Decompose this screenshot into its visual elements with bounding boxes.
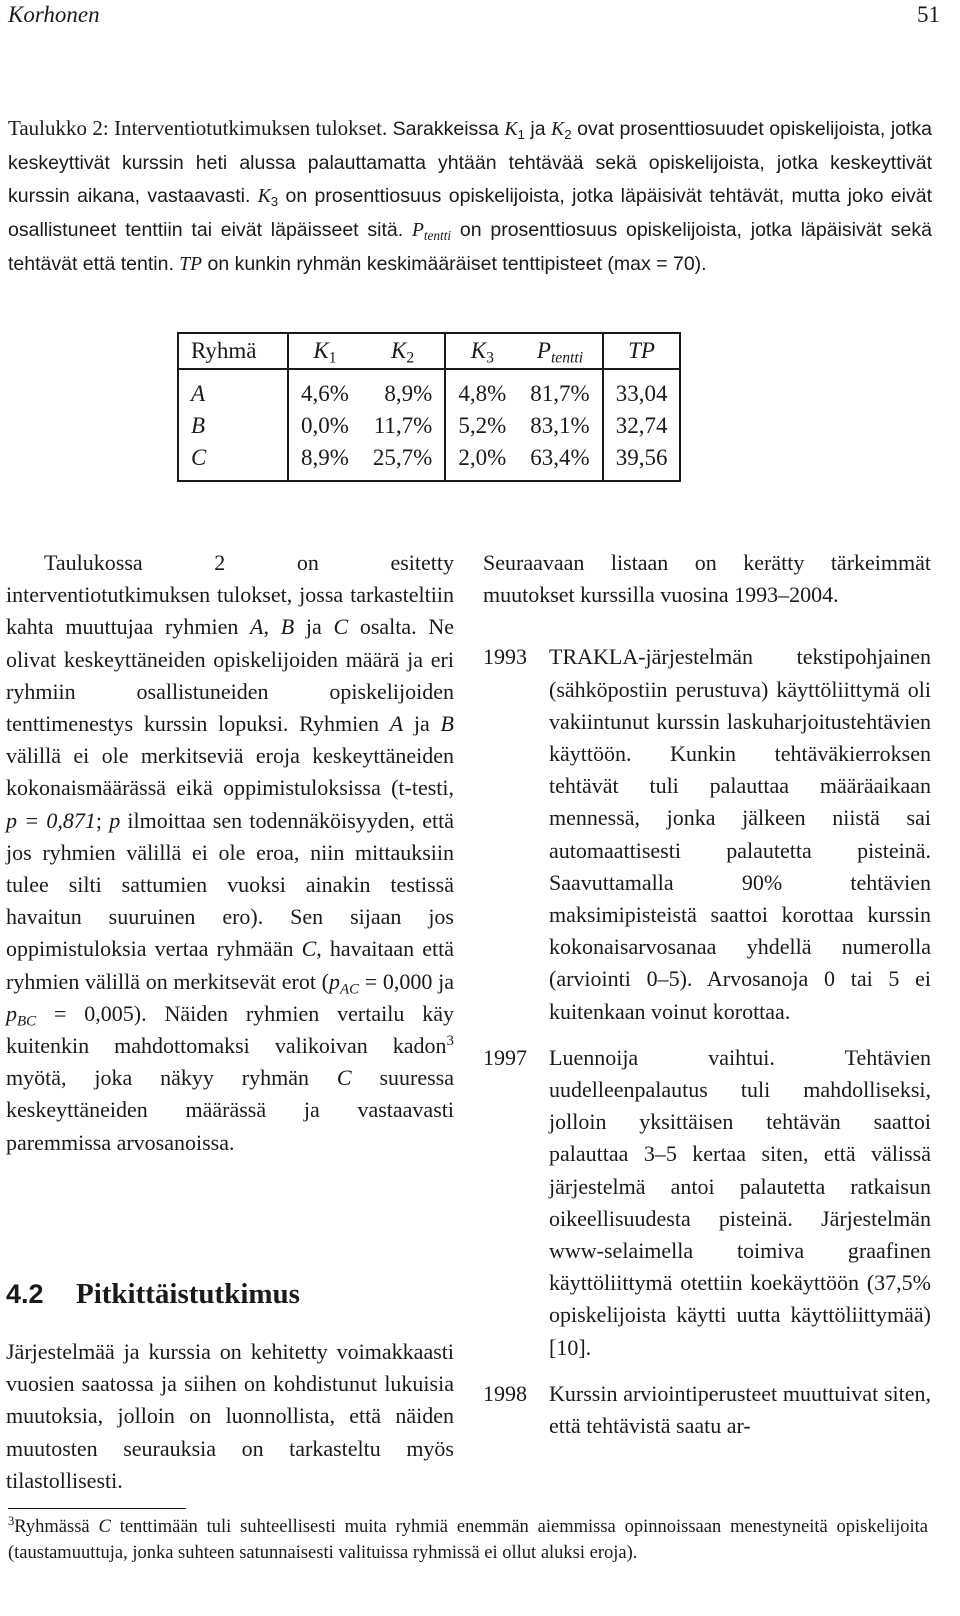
results-table	[177, 332, 681, 482]
table-row	[178, 410, 680, 442]
list-item	[483, 1378, 931, 1442]
header-ptentti: $P_{tentti}$	[518, 333, 602, 369]
cell-tp: 39,56	[615, 445, 668, 470]
caption-body: Sarakkeissa $K_1$ ja $K_2$ ovat prosenttiosuudet opiskelijoista, jotka keskeyttivät kurssin heti alussa palauttamatta yhtään tehtävää sekä opiskelijoista, jotka keskeyttivät kurssin aikana, vastaavasti. $K_3$ on prosenttiosuus opiskelijoista, jotka läpäisivät tehtävät, mutta joko eivät osallistuneet tenttiin tai eivät läpäisseet sitä. $P_{tentti}$ on prosenttiosuus opiskelijoista, jotka läpäisivät sekä tehtävät että tentin. TP on kunkin ryhmän keskimääräiset tenttipisteet (max = 70).	[8, 118, 933, 275]
header-k2: $K_2$	[361, 333, 445, 369]
list-item-year: 1998	[483, 1380, 527, 1406]
caption-intro: Taulukko 2: Interventiotutkimuksen tulokset.	[8, 116, 388, 140]
header-group: Ryhmä	[178, 333, 288, 369]
footnote-mark: 3	[8, 1514, 15, 1529]
cell-k3: 4,8%	[458, 381, 507, 406]
cell-k1: 8,9%	[301, 445, 349, 470]
cell-k1: 4,6%	[301, 381, 349, 406]
list-item-text: TRAKLA-järjestelmän tekstipohjainen (sähköpostiin perustuva) käyttöliittymä oli vakiintunut kurssin laskuharjoitustehtävien käyttöön. Kunkin tehtäväkierroksen tehtävät tuli palauttaa määräaikaan mennessä, jonka jälkeen niistä sai automaattisesti palautetta pisteinä. Saavuttamalla 90% tehtävien maksimipisteistä saattoi korottaa kurssin kokonaisarvosanaa yhdellä numerolla (arviointi 0–5). Arvosanoja 0 tai 5 ei kuitenkaan voinut korottaa.	[549, 644, 931, 1024]
header-tp: TP	[603, 333, 681, 369]
section-heading	[6, 1274, 300, 1314]
cell-group: A	[178, 369, 288, 410]
list-item-year: 1993	[483, 644, 527, 670]
cell-k2: 8,9%	[361, 369, 445, 410]
header-k3: $K_3$	[445, 333, 518, 369]
list-intro: Seuraavaan listaan on kerätty tärkeimmät muutokset kurssilla vuosina 1993–2004.	[483, 550, 931, 608]
table-row	[178, 442, 680, 481]
changes-list	[483, 641, 931, 1442]
footnote-ref[interactable]: 3	[446, 1032, 454, 1049]
cell-k3: 2,0%	[458, 445, 507, 470]
cell-k1: 0,0%	[301, 413, 349, 438]
cell-ptentti: 81,7%	[518, 369, 602, 410]
section-number: 4.2	[6, 1279, 44, 1309]
list-item-year: 1997	[483, 1044, 527, 1070]
footnote-rule	[8, 1508, 186, 1509]
header-k1: $K_1$	[288, 333, 361, 369]
left-column	[6, 547, 454, 1159]
cell-group: B	[178, 410, 288, 442]
cell-k2: 25,7%	[361, 442, 445, 481]
cell-k3: 5,2%	[458, 413, 507, 438]
right-column	[483, 547, 931, 1456]
table-row	[178, 369, 680, 410]
section-paragraph: Järjestelmää ja kurssia on kehitetty voimakkaasti vuosien saatossa ja siihen on kohdistunut lukuisia muutoksia, jolloin on luonnollista, että näiden muutosten seurauksia on tarkasteltu myös tilastollisesti.	[6, 1339, 454, 1493]
cell-ptentti: 63,4%	[518, 442, 602, 481]
cell-tp: 33,04	[615, 381, 668, 406]
footnote: $^3$Ryhmässä C tenttimään tuli suhteellisesti muita ryhmiä enemmän aiemmissa opinnoissaan menestyneitä opiskelijoita (taustamuuttuja, jonka suhteen satunnaisesti valituissa ryhmissä ei ollut aluksi eroja).	[8, 1514, 929, 1563]
cell-group: C	[178, 442, 288, 481]
table-header-row	[178, 333, 680, 369]
page-number: 51	[917, 2, 940, 27]
list-item-text: Kurssin arviointiperusteet muuttuivat siten, että tehtävistä saatu ar-	[549, 1380, 931, 1439]
list-item	[483, 641, 931, 1027]
cell-ptentti: 83,1%	[518, 410, 602, 442]
body-paragraph: Taulukossa 2 on esitetty interventiotutkimuksen tulokset, jossa tarkasteltiin kahta muuttujaa ryhmien A, B ja C osalta. Ne olivat keskeyttäneiden opiskelijoiden määrä ja eri ryhmiin osallistuneiden opiskelijoiden tenttimenestys kurssin lopuksi. Ryhmien A ja B välillä ei ole merkitseviä eroja keskeyttäneiden kokonaismäärässä eikä oppimistuloksissa (t-testi, p = 0,871; p ilmoittaa sen todennäköisyyden, että jos ryhmien välillä ei ole eroa, niin mittauksiin tulee silti sattumien vuoksi ainakin testissä havaitun suuruinen ero). Sen sijaan jos oppimistuloksia vertaa ryhmään C, havaitaan että ryhmien välillä on merkitsevät erot ($p_{AC} = 0,000$ ja $p_{BC} = 0,005$). Näiden ryhmien vertailu käy kuitenkin mahdottomaksi valikoivan kadon$^3$ myötä, joka näkyy ryhmän C suuressa keskeyttäneiden määrässä ja vastaavasti paremmissa arvosanoissa.	[6, 550, 454, 1155]
list-item-text: Luennoija vaihtui. Tehtävien uudelleenpalautus tuli mahdolliseksi, jolloin yksittäisen tehtävän saattoi palauttaa 3–5 kertaa siten, että välissä järjestelmä antoi palautetta ratkaisun oikeellisuudesta pisteinä. Järjestelmän www-selaimella toimiva graafinen käyttöliittymä otettiin koekäyttöön (37,5% opiskelijoista käytti uutta käyttöliittymää) [10].	[549, 1044, 931, 1360]
cell-tp: 32,74	[615, 413, 668, 438]
section-title: Pitkittäistutkimus	[76, 1278, 300, 1310]
list-item	[483, 1042, 931, 1364]
running-header	[8, 0, 940, 30]
header-author: Korhonen	[8, 2, 100, 27]
cell-k2: 11,7%	[361, 410, 445, 442]
table-caption	[8, 112, 932, 281]
